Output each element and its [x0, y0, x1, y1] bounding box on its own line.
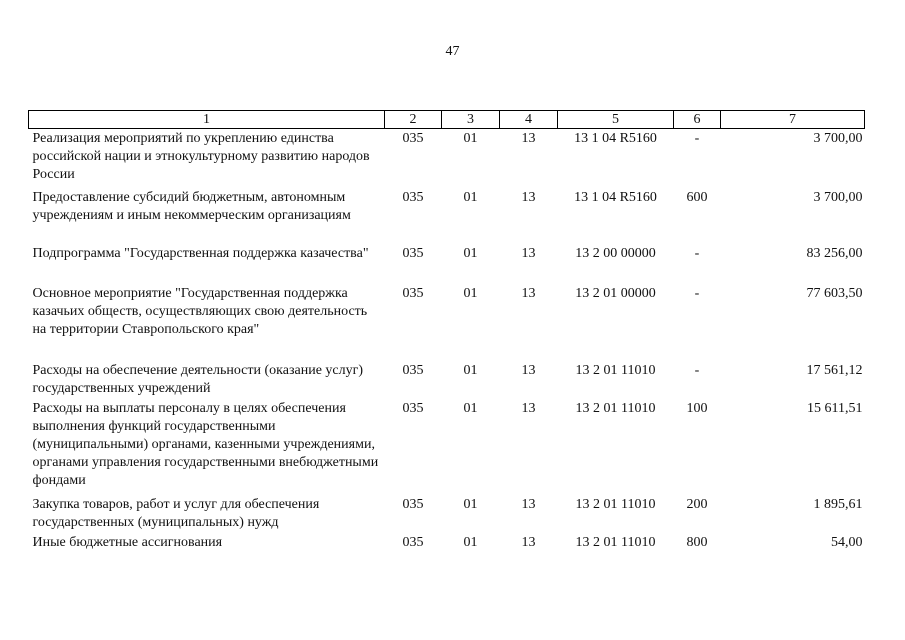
column-header: 3: [442, 111, 500, 129]
amount: 83 256,00: [806, 245, 863, 261]
table-row: [29, 399, 865, 495]
section-code: 01: [463, 400, 478, 416]
column-header: 2: [385, 111, 442, 129]
section-code: 01: [463, 285, 478, 301]
amount: 77 603,50: [806, 285, 863, 301]
subsection-code: 13: [521, 496, 536, 512]
page-number: 47: [445, 44, 460, 59]
table-row: [29, 244, 865, 284]
row-description: Основное мероприятие "Государственная поддержка казачьих обществ, осуществляющих свою деятельность на территории Ставропольского края": [32, 285, 368, 337]
target-article-code: 13 2 01 11010: [575, 400, 656, 416]
ministry-code: 035: [402, 496, 424, 512]
row-description: Предоставление субсидий бюджетным, автономным учреждениям и иным некоммерческим организациям: [32, 189, 351, 223]
section-code: 01: [463, 496, 478, 512]
expense-type-code: -: [694, 285, 700, 301]
ministry-code: 035: [402, 534, 424, 550]
ministry-code: 035: [402, 362, 424, 378]
amount: 54,00: [831, 534, 863, 550]
target-article-code: 13 2 01 11010: [575, 534, 656, 550]
row-description: Реализация мероприятий по укреплению единства российской нации и этнокультурному развитию народов России: [32, 131, 370, 182]
section-code: 01: [463, 245, 478, 261]
expense-type-code: -: [694, 362, 700, 378]
column-header: 5: [558, 111, 674, 129]
amount: 17 561,12: [806, 362, 863, 378]
target-article-code: 13 1 04 R5160: [574, 131, 657, 146]
budget-table: [28, 110, 865, 553]
amount: 3 700,00: [813, 189, 863, 205]
target-article-code: 13 1 04 R5160: [574, 189, 657, 205]
table-header-row: [29, 111, 865, 129]
expense-type-code: 800: [686, 534, 708, 550]
ministry-code: 035: [402, 189, 424, 205]
section-code: 01: [463, 131, 478, 146]
target-article-code: 13 2 01 11010: [575, 362, 656, 378]
column-header: 1: [29, 111, 385, 129]
target-article-code: 13 2 01 00000: [575, 285, 656, 301]
ministry-code: 035: [402, 131, 424, 146]
table-row: [29, 361, 865, 399]
subsection-code: 13: [521, 362, 536, 378]
section-code: 01: [463, 362, 478, 378]
table-row: [29, 188, 865, 244]
row-description: Расходы на выплаты персоналу в целях обеспечения выполнения функций государственными (муниципальными) органами, казенными учреждениями, органами управления государственными внебюджетными фондами: [32, 400, 379, 488]
column-header: 4: [500, 111, 558, 129]
row-description: Иные бюджетные ассигнования: [32, 534, 223, 550]
table-row: [29, 495, 865, 533]
row-description: Закупка товаров, работ и услуг для обеспечения государственных (муниципальных) нужд: [32, 496, 320, 530]
amount: 15 611,51: [807, 400, 863, 416]
expense-type-code: 100: [686, 400, 708, 416]
expense-type-code: 600: [686, 189, 708, 205]
table-row: [29, 533, 865, 553]
ministry-code: 035: [402, 245, 424, 261]
subsection-code: 13: [521, 131, 536, 146]
target-article-code: 13 2 00 00000: [575, 245, 656, 261]
section-code: 01: [463, 189, 478, 205]
subsection-code: 13: [521, 285, 536, 301]
subsection-code: 13: [521, 245, 536, 261]
amount: 1 895,61: [813, 496, 863, 512]
table-row: [29, 284, 865, 361]
column-header: 7: [721, 111, 865, 129]
column-header: 6: [674, 111, 721, 129]
target-article-code: 13 2 01 11010: [575, 496, 656, 512]
subsection-code: 13: [521, 400, 536, 416]
subsection-code: 13: [521, 189, 536, 205]
subsection-code: 13: [521, 534, 536, 550]
row-description: Подпрограмма "Государственная поддержка казачества": [32, 245, 369, 261]
table-row: [29, 129, 865, 188]
ministry-code: 035: [402, 285, 424, 301]
expense-type-code: -: [694, 245, 700, 261]
expense-type-code: 200: [686, 496, 708, 512]
ministry-code: 035: [402, 400, 424, 416]
section-code: 01: [463, 534, 478, 550]
amount: 3 700,00: [813, 131, 863, 146]
expense-type-code: -: [694, 131, 700, 146]
row-description: Расходы на обеспечение деятельности (оказание услуг) государственных учреждений: [32, 362, 364, 396]
